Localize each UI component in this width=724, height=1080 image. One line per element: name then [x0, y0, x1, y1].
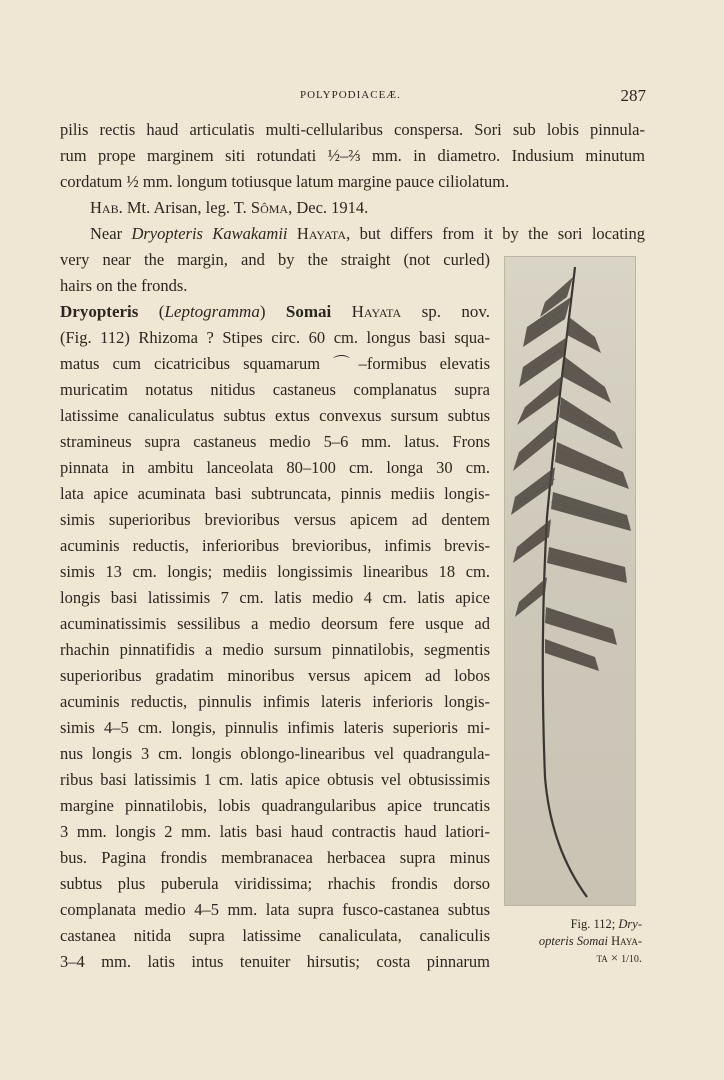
text-line: rum prope marginem siti rotundati ½–⅔ mm. in diametro. Indusium minutum — [60, 146, 645, 165]
paren-close: ) — [259, 302, 286, 321]
figure-caption — [508, 916, 642, 968]
near-rest: , but differs from it by the sori locating — [346, 224, 645, 243]
text-line: matus cum cicatricibus squamarum ⌒–formibus elevatis — [60, 354, 490, 373]
hab-label: Hab. — [90, 198, 123, 217]
text-line: complanata medio 4–5 mm. lata supra fusco-castanea subtus — [60, 900, 490, 919]
caption-period: . — [638, 951, 642, 965]
text-line: subtus plus puberula viridissima; rhachis frondis dorso — [60, 874, 490, 893]
caption-scale: 1/10 — [621, 954, 639, 965]
caption-author-rest: ta × — [596, 951, 622, 965]
caption-line-3 — [508, 950, 642, 968]
text-line: rhachin pinnatifidis a medio sursum pinnatilobis, segmentis — [60, 640, 490, 659]
caption-line-2 — [508, 933, 642, 950]
species-author: Hayata — [331, 302, 402, 321]
text-line: margine pinnatilobis, lobis quadrangularibus apice truncatis — [60, 796, 490, 815]
text-line: simis superioribus brevioribus versus apicem ad dentem — [60, 510, 490, 529]
text-line: simis 4–5 cm. longis, pinnulis infimis lateris superioris mi- — [60, 718, 490, 737]
page-number: 287 — [620, 86, 646, 105]
text-line: pinnata in ambitu lanceolata 80–100 cm. longa 30 cm. — [60, 458, 490, 477]
hab-text: Mt. Arisan, leg. T. — [122, 198, 251, 217]
paren-open: ( — [138, 302, 165, 321]
text-line: acuminis reductis, pinnulis infimis lateris inferioris longis- — [60, 692, 490, 711]
text-line: castanea nitida supra latissime canaliculata, canaliculis — [60, 926, 490, 945]
near-prefix: Near — [90, 224, 132, 243]
text-line: acuminatissimis sessilibus a medio deorsum fere usque ad — [60, 614, 490, 633]
species-epithet: Somai — [285, 302, 332, 321]
text-line: ribus basi latissimis 1 cm. latis apice obtusis vel obtusissimis — [60, 770, 490, 789]
text-line: cordatum ½ mm. longum totiusque latum margine pauce ciliolatum. — [60, 172, 510, 191]
near-author: Hayata — [287, 224, 347, 243]
text-line: nus longis 3 cm. longis oblongo-linearibus vel quadrangula- — [60, 744, 490, 763]
text-line: pilis rectis haud articulatis multi-cellularibus conspersa. Sori sub lobis pinnula- — [60, 120, 645, 139]
comparison-line — [60, 221, 645, 247]
species-heading — [60, 299, 490, 325]
near-species: Dryopteris Kawakamii — [131, 224, 288, 243]
text-line: acuminis reductis, inferioribus brevioribus, infimis brevis- — [60, 536, 490, 555]
text-line: very near the margin, and by the straight (not curled) — [60, 250, 490, 269]
hab-date: , Dec. 1914. — [288, 198, 369, 217]
text-line: 3–4 mm. latis intus tenuiter hirsutis; costa pinnarum — [60, 952, 490, 971]
text-line: bus. Pagina frondis membranacea herbacea supra minus — [60, 848, 490, 867]
caption-genus-part: Dry- — [618, 917, 642, 931]
species-status: sp. nov. — [401, 302, 490, 321]
fern-specimen-plate — [504, 256, 636, 906]
caption-species-name: opteris Somai — [538, 934, 608, 948]
text-line: hairs on the fronds. — [60, 276, 188, 295]
text-line: simis 13 cm. longis; mediis longissimis linearibus 18 cm. — [60, 562, 490, 581]
text-line: latissime canaliculatus subtus extus convexus sursum subtus — [60, 406, 490, 425]
page-header — [60, 86, 646, 108]
text-line: stramineus supra castaneus medio 5–6 mm. latus. Frons — [60, 432, 490, 451]
species-genus: Dryopteris — [60, 302, 139, 321]
text-line: (Fig. 112) Rhizoma ? Stipes circ. 60 cm. longus basi squa- — [60, 328, 490, 347]
text-line: superioribus gradatim minoribus versus apicem ad lobos — [60, 666, 490, 685]
fern-specimen-illustration — [505, 257, 637, 907]
text-line: 3 mm. longis 2 mm. latis basi haud contractis haud latiori- — [60, 822, 490, 841]
text-line: lata apice acuminata basi subtruncata, pinnis mediis longis- — [60, 484, 490, 503]
caption-fig-number: Fig. 112; — [570, 917, 619, 931]
species-subgenus: Leptogramma — [164, 302, 260, 321]
caption-author-part: Haya- — [608, 934, 642, 948]
text-line: muricatim notatus nitidus castaneus complanatus supra — [60, 380, 490, 399]
habitat-line — [60, 195, 645, 221]
running-title: POLYPODIACEÆ. — [300, 89, 401, 101]
caption-line-1 — [508, 916, 642, 933]
text-line: longis basi latissimis 7 cm. latis medio 4 cm. latis apice — [60, 588, 490, 607]
hab-collector: Sôma — [250, 198, 289, 217]
